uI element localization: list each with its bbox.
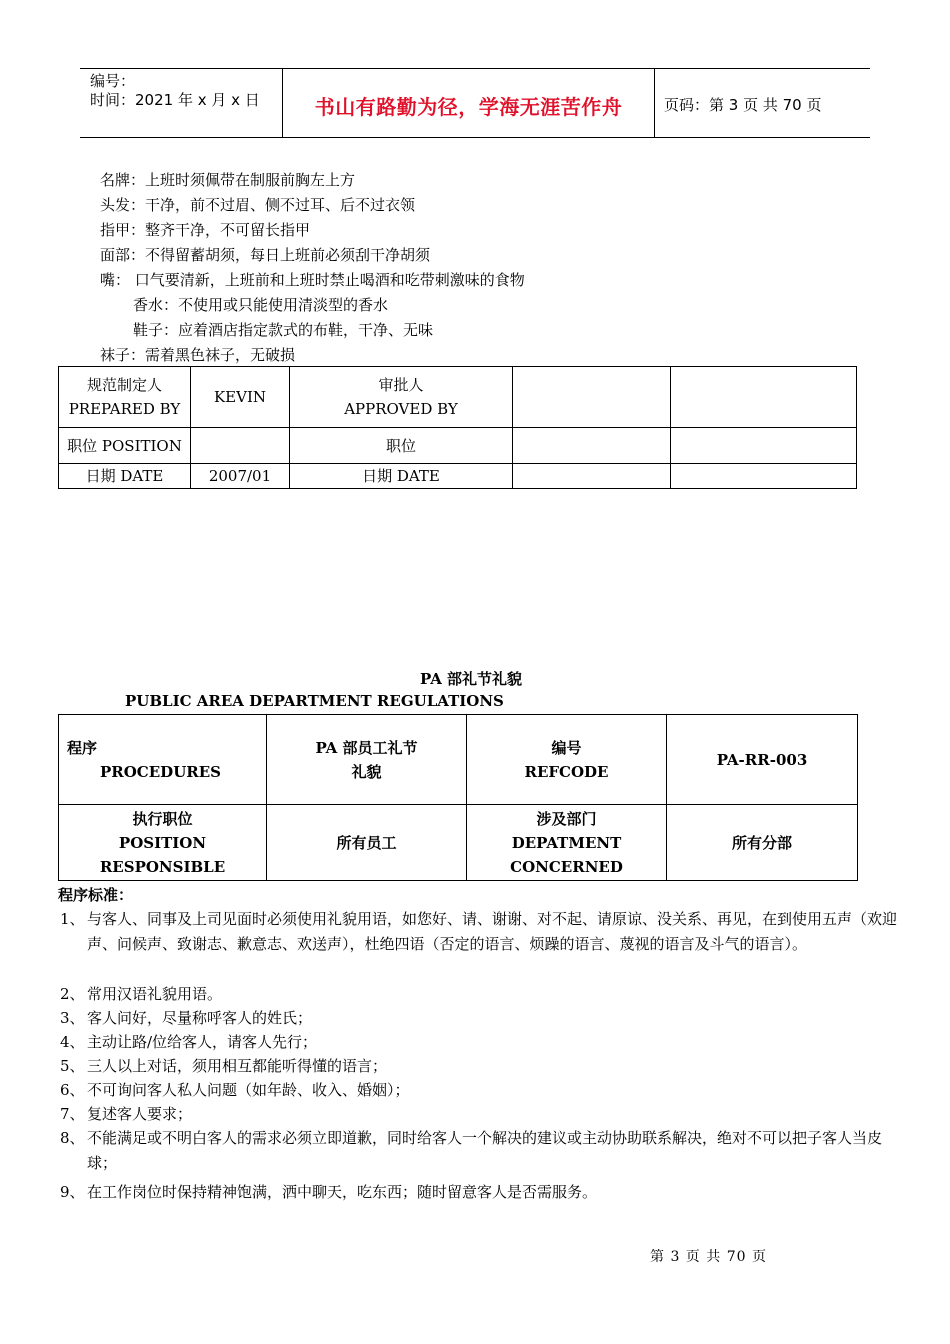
- refcode-cn: 编号: [551, 738, 582, 757]
- grooming-line: 嘴： 口气要清新，上班前和上班时禁止喝酒和吃带刺激味的食物: [100, 271, 525, 289]
- list-item: [60, 1180, 900, 1205]
- header-meta: [90, 72, 260, 110]
- list-item: [60, 907, 900, 957]
- prepared-by-cn: 规范制定人: [86, 376, 162, 394]
- dept-cell: [467, 805, 667, 881]
- regulation-title-en: PUBLIC AREA DEPARTMENT REGULATIONS: [125, 692, 504, 710]
- signoff-table: [58, 366, 857, 489]
- code-label: 编号：: [90, 72, 136, 90]
- header-divider: [654, 69, 655, 137]
- list-item-number: 4、: [60, 1033, 85, 1051]
- list-item-number: 9、: [60, 1183, 85, 1201]
- date-value-2: [513, 464, 671, 489]
- refcode-cell: [467, 715, 667, 805]
- grooming-line: 名牌：上班时须佩带在制服前胸左上方: [100, 171, 356, 189]
- list-item-text: 与客人、同事及上司见面时必须使用礼貌用语，如您好、请、谢谢、对不起、请原谅、没关系、再见，在到使用五声（欢迎声、问候声、致谢志、歉意志、欢送声），杜绝四语（否定的语言、烦躁的语言、蔑视的语言及斗气的语言）。: [87, 910, 898, 953]
- position-label-2: 职位: [290, 428, 513, 464]
- list-item-text: 三人以上对话，须用相互都能听得懂的语言；: [87, 1057, 388, 1075]
- grooming-line: 鞋子：应着酒店指定款式的布鞋，干净、无味: [133, 321, 434, 339]
- list-item-number: 1、: [60, 910, 85, 928]
- empty-cell: [671, 464, 857, 489]
- date-label: 日期 DATE: [59, 464, 191, 489]
- dept-value: 所有分部: [667, 805, 858, 881]
- page-header: [80, 68, 870, 138]
- position-value: [191, 428, 290, 464]
- dept-cn: 涉及部门: [536, 809, 597, 828]
- list-item-number: 5、: [60, 1057, 85, 1075]
- standards-heading: 程序标准：: [58, 886, 134, 904]
- list-item: [60, 1078, 900, 1103]
- list-item: [60, 982, 900, 1007]
- prepared-by-en: PREPARED BY: [68, 400, 181, 418]
- procedures-cell: [59, 715, 267, 805]
- position-responsible-cell: [59, 805, 267, 881]
- list-item: [60, 1126, 900, 1176]
- list-item-number: 7、: [60, 1105, 85, 1123]
- list-item-number: 6、: [60, 1081, 85, 1099]
- grooming-line: 面部：不得留蓄胡须，每日上班前必须刮干净胡须: [100, 246, 431, 264]
- list-item: [60, 1030, 900, 1055]
- list-item-text: 复述客人要求；: [87, 1105, 193, 1123]
- subject-cell: [267, 715, 467, 805]
- page-footer: 第 3 页 共 70 页: [650, 1249, 767, 1265]
- approved-by-cn: 审批人: [378, 376, 424, 394]
- subject-line-2: 礼貌: [351, 762, 382, 781]
- list-item-text: 主动让路/位给客人，请客人先行；: [87, 1033, 318, 1051]
- position-value: 所有员工: [267, 805, 467, 881]
- approved-by-en: APPROVED BY: [344, 400, 458, 418]
- position-en-2: RESPONSIBLE: [99, 857, 226, 876]
- subject-line-1: PA 部员工礼节: [315, 738, 418, 757]
- position-label: 职位 POSITION: [59, 428, 191, 464]
- list-item-number: 8、: [60, 1129, 85, 1147]
- list-item-text: 不能满足或不明白客人的需求必须立即道歉，同时给客人一个解决的建议或主动协助联系解决，绝对不可以把子客人当皮球；: [87, 1129, 883, 1172]
- position-value-2: [513, 428, 671, 464]
- list-item: [60, 1102, 900, 1127]
- date-label-2: 日期 DATE: [290, 464, 513, 489]
- date-value: 2007/01: [191, 464, 290, 489]
- grooming-line: 香水：不使用或只能使用清淡型的香水: [133, 296, 389, 314]
- list-item: [60, 1054, 900, 1079]
- list-item-text: 不可询问客人私人问题（如年龄、收入、婚姻）；: [87, 1081, 410, 1099]
- empty-cell: [671, 428, 857, 464]
- list-item-number: 2、: [60, 985, 85, 1003]
- prepared-by-cell: [59, 367, 191, 428]
- regulation-title-cn: PA 部礼节礼貌: [420, 670, 523, 688]
- header-motto: 书山有路勤为径，学海无涯苦作舟: [314, 95, 623, 119]
- empty-cell: [671, 367, 857, 428]
- list-item-text: 在工作岗位时保持精神饱满，洒中聊天，吃东西；随时留意客人是否需服务。: [87, 1183, 598, 1201]
- procedures-cn: 程序: [67, 738, 98, 757]
- regulation-table: [58, 714, 858, 881]
- list-item: [60, 1006, 900, 1031]
- list-item-text: 客人问好，尽量称呼客人的姓氏；: [87, 1009, 313, 1027]
- time-label: 时间：2021 年 x 月 x 日: [90, 91, 260, 109]
- dept-en-2: CONCERNED: [510, 857, 623, 876]
- refcode-en: REFCODE: [524, 762, 609, 781]
- approver-value: [513, 367, 671, 428]
- grooming-line: 袜子：需着黑色袜子，无破损: [100, 346, 296, 364]
- list-item-number: 3、: [60, 1009, 85, 1027]
- approved-by-cell: [290, 367, 513, 428]
- header-page-info: 页码：第 3 页 共 70 页: [664, 96, 822, 114]
- position-en-1: POSITION: [118, 833, 207, 852]
- position-cn: 执行职位: [132, 809, 193, 828]
- grooming-line: 头发：干净，前不过眉、侧不过耳、后不过衣领: [100, 196, 416, 214]
- grooming-line: 指甲：整齐干净，不可留长指甲: [100, 221, 311, 239]
- procedures-en: PROCEDURES: [100, 762, 222, 781]
- list-item-text: 常用汉语礼貌用语。: [87, 985, 223, 1003]
- refcode-value: PA-RR-003: [667, 715, 858, 805]
- preparer-value: KEVIN: [191, 367, 290, 428]
- dept-en-1: DEPATMENT: [511, 833, 622, 852]
